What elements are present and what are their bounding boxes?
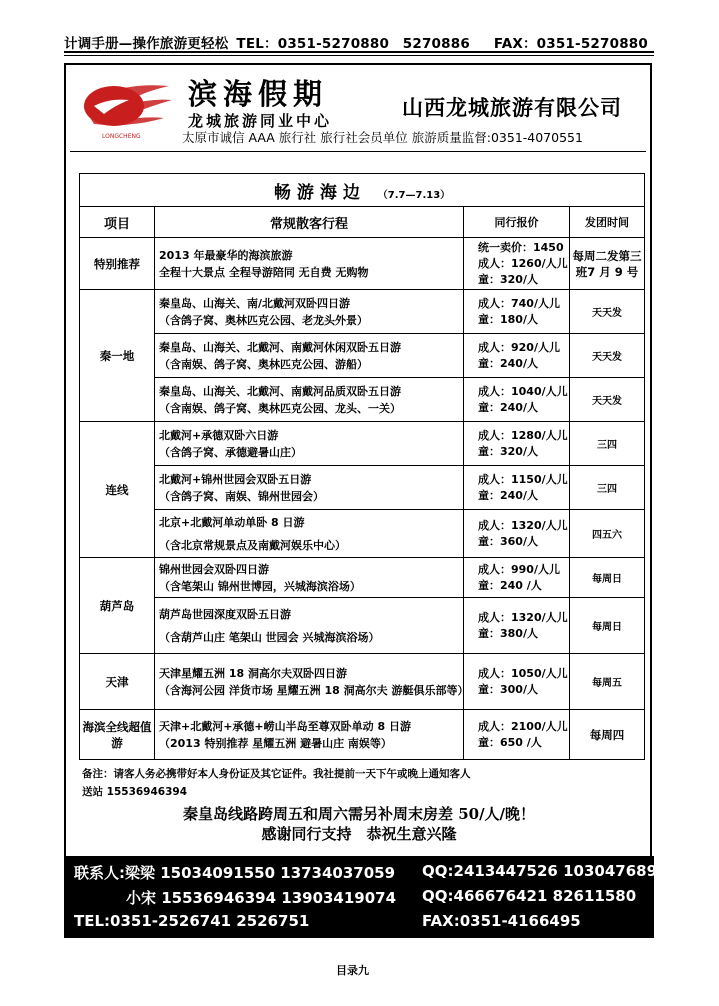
company-name: 山西龙城旅游有限公司 [402, 96, 622, 120]
table-row [80, 710, 645, 760]
date-cell: 每周五 [570, 654, 645, 710]
header-divider [70, 151, 646, 152]
contact-panel [64, 856, 668, 938]
route-cell: 北京+北戴河单动单卧 8 日游 （含北京常规景点及南戴河娱乐中心） [155, 510, 464, 558]
company-header [70, 70, 646, 150]
route-cell: 秦皇岛、山海关、南/北戴河双卧四日游 （含鸽子窝、奥林匹克公园、老龙头外景） [155, 290, 464, 334]
top-rule [64, 51, 654, 56]
route-cell: 锦州世园会双卧四日游 （含笔架山 锦州世博园，兴城海滨浴场） [155, 558, 464, 598]
price-cell: 成人：1280/人儿童：320/人 [464, 422, 570, 466]
table-row [80, 558, 645, 598]
category-cell: 葫芦岛 [80, 558, 155, 654]
contact-line-2b: QQ:466676421 82611580 [422, 887, 637, 905]
brand-subtitle: 龙城旅游同业中心 [188, 112, 333, 130]
price-cell: 成人：740/人儿童：180/人 [464, 290, 570, 334]
surcharge-slogan: 秦皇岛线路跨周五和周六需另补周末房差 50/人/晚！ [182, 805, 536, 823]
top-title: 计调手册—操作旅游更轻松 [64, 36, 229, 52]
price-cell: 统一卖价：1450成人：1260/人儿童：320/人 [464, 238, 570, 290]
date-cell: 每周二发第三班7 月 9 号 [570, 238, 645, 290]
route-cell: 天津+北戴河+承德+崂山半岛至尊双卧单动 8 日游 （2013 特别推荐 星耀五洲 避暑山庄 南娱等） [155, 710, 464, 760]
top-banner [64, 32, 654, 52]
date-cell: 每周日 [570, 558, 645, 598]
price-cell: 成人：920/人儿童：240/人 [464, 334, 570, 378]
price-cell: 成人：2100/人儿童：650 /人 [464, 710, 570, 760]
date-cell: 三四 [570, 466, 645, 510]
contact-line-2a: 小宋 15536946394 13903419074 [126, 889, 397, 907]
price-cell: 成人：1320/人儿童：380/人 [464, 598, 570, 654]
top-tel: TEL：0351-5270880 5270886 [236, 36, 470, 52]
notes [82, 765, 642, 801]
logo-text: LONGCHENG [102, 133, 141, 140]
contact-line-3a: TEL:0351-2526741 2526751 [74, 912, 310, 930]
route-cell: 北戴河+承德双卧六日游 （含鸽子窝、承德避暑山庄） [155, 422, 464, 466]
table-row [80, 422, 645, 466]
category-cell: 特别推荐 [80, 238, 155, 290]
price-cell: 成人：1050/人儿童：300/人 [464, 654, 570, 710]
table-row [80, 334, 645, 378]
date-cell: 天天发 [570, 334, 645, 378]
table-title: 畅游海边 （7.7—7.13） [80, 174, 645, 207]
note-line-1: 备注：请客人务必携带好本人身份证及其它证件。我社提前一天下午或晚上通知客人 [82, 768, 471, 780]
header-price: 同行报价 [464, 207, 570, 238]
dragon-logo-icon [74, 76, 174, 142]
date-cell: 四五六 [570, 510, 645, 558]
tour-table [79, 173, 645, 760]
header-route: 常规散客行程 [155, 207, 464, 238]
price-cell: 成人：1320/人儿童：360/人 [464, 510, 570, 558]
category-cell: 天津 [80, 654, 155, 710]
date-cell: 每周日 [570, 598, 645, 654]
contact-line-3b: FAX:0351-4166495 [422, 912, 581, 930]
category-cell: 秦一地 [80, 290, 155, 422]
contact-line-1b: QQ:2413447526 1030476897 [422, 862, 668, 880]
table-row [80, 598, 645, 654]
table-row [80, 654, 645, 710]
credit-line: 太原市诚信 AAA 旅行社 旅行社会员单位 旅游质量监督:0351-4070551 [182, 130, 583, 145]
contact-line-1a: 联系人:梁梁 15034091550 13734037059 [74, 864, 396, 882]
route-cell: 北戴河+锦州世园会双卧五日游 （含鸽子窝、南娱、锦州世园会） [155, 466, 464, 510]
table-row [80, 466, 645, 510]
brand-name: 滨海假期 [188, 77, 329, 111]
table-row [80, 510, 645, 558]
top-fax: FAX：0351-5270880 [493, 36, 648, 52]
page-number: 目录九 [336, 964, 369, 977]
route-cell: 秦皇岛、山海关、北戴河、南戴河休闲双卧五日游 （含南娱、鸽子窝、奥林匹克公园、游船） [155, 334, 464, 378]
header-item: 项目 [80, 207, 155, 238]
price-cell: 成人：1040/人儿童：240/人 [464, 378, 570, 422]
route-cell: 天津星耀五洲 18 洞高尔夫双卧四日游 （含海河公园 洋货市场 星耀五洲 18 洞高尔夫 游艇俱乐部等） [155, 654, 464, 710]
price-cell: 成人：990/人儿童：240 /人 [464, 558, 570, 598]
table-row [80, 238, 645, 290]
route-cell: 2013 年最豪华的海滨旅游 全程十大景点 全程导游陪同 无自费 无购物 [155, 238, 464, 290]
date-cell: 天天发 [570, 290, 645, 334]
date-cell: 天天发 [570, 378, 645, 422]
price-cell: 成人：1150/人儿童：240/人 [464, 466, 570, 510]
route-cell: 葫芦岛世园深度双卧五日游 （含葫芦山庄 笔架山 世园会 兴城海滨浴场） [155, 598, 464, 654]
category-cell: 连线 [80, 422, 155, 558]
table-row [80, 378, 645, 422]
table-dates: （7.7—7.13） [377, 189, 451, 201]
header-date: 发团时间 [570, 207, 645, 238]
date-cell: 每周四 [570, 710, 645, 760]
note-line-2: 送站 15536946394 [82, 786, 188, 798]
category-cell: 海滨全线超值游 [80, 710, 155, 760]
table-row [80, 290, 645, 334]
date-cell: 三四 [570, 422, 645, 466]
route-cell: 秦皇岛、山海关、北戴河、南戴河品质双卧五日游 （含南娱、鸽子窝、奥林匹克公园、龙头、一关） [155, 378, 464, 422]
thanks-slogan: 感谢同行支持 恭祝生意兴隆 [261, 825, 457, 843]
